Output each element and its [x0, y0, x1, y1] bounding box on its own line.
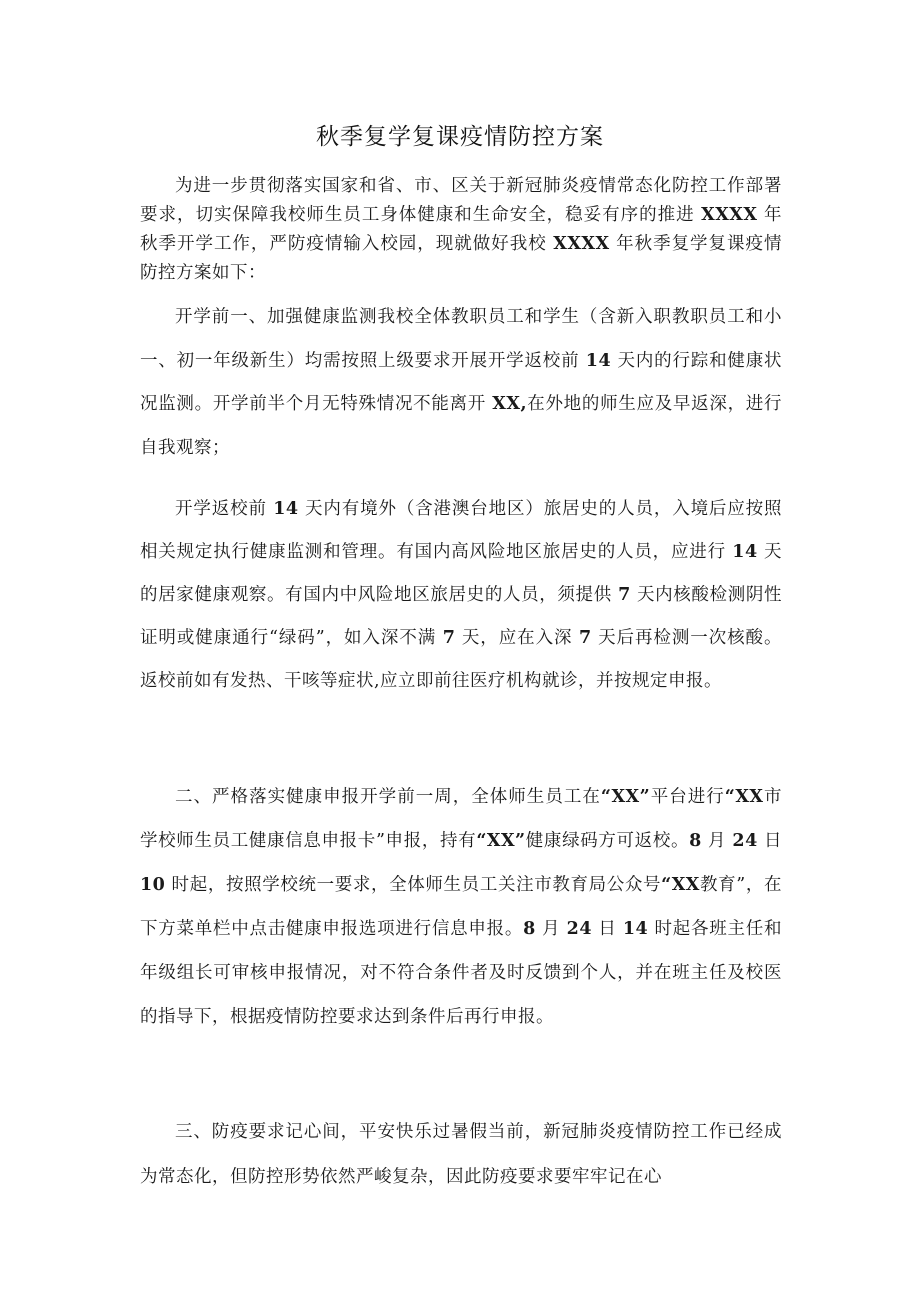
section-text: 开学前一、加强健康监测我校全体教职员工和学生（含新入职教职员工和小一、初一年级新生）均需按照上级要求开展开学返校前 [140, 307, 782, 371]
section-text: 平台进行 [650, 787, 725, 807]
section-text: 市学校师生员工健康信息申报卡”申报，持有 [140, 787, 783, 851]
section-text: 开学返校前 [175, 499, 274, 519]
section-number: 8 [523, 919, 536, 939]
section-placeholder: XX, [492, 394, 528, 414]
section-text: 月 [535, 919, 567, 939]
section-number: 7 [442, 628, 456, 648]
section-number: 14 [732, 542, 758, 562]
intro-paragraph [140, 172, 782, 288]
intro-year-placeholder: XXXX [553, 234, 610, 254]
section-health-monitoring [140, 296, 782, 470]
section-travel-history [140, 488, 782, 703]
section-text: 天的居家健康观察。有国内中风险地区旅居史的人员，须提供 [140, 542, 782, 605]
section-health-declaration [140, 775, 782, 1039]
section-text: 教育”，在下方菜单栏中点击健康申报选项进行信息申报。 [140, 875, 783, 939]
section-number: 7 [578, 628, 592, 648]
section-text: 在外地的师生应及早返深，进行自我观察； [140, 394, 783, 458]
document-title: 秋季复学复课疫情防控方案 [316, 124, 604, 150]
section-text: 二、严格落实健康申报开学前一周，全体师生员工在 [175, 787, 601, 807]
section-text: 天，应在入深 [455, 628, 579, 648]
intro-year-placeholder: XXXX [701, 205, 758, 225]
section-text: 天内有境外（含港澳台地区）旅居史的人员，入境后应按照相关规定执行健康监测和管理。有国内高风险地区旅居史的人员，应进行 [140, 499, 783, 562]
intro-text: 年秋季开学工作，严防疫情输入校园，现就做好我校 [140, 205, 782, 254]
section-prevention-requirements [140, 1110, 782, 1200]
section-text: 天内核酸检测阴性证明或健康通行“绿码”，如入深不满 [140, 585, 782, 648]
section-placeholder: “XX [661, 875, 700, 895]
section-number: 10 [140, 875, 166, 895]
section-text: 月 [701, 831, 733, 851]
section-number: 14 [622, 919, 649, 939]
section-placeholder: “XX” [476, 831, 526, 851]
section-text: 健康绿码方可返校。 [525, 831, 690, 851]
section-number: 24 [732, 831, 758, 851]
section-text: 日 [592, 919, 623, 939]
intro-text: 为进一步贯彻落实国家和省、市、区关于新冠肺炎疫情常态化防控工作部署要求，切实保障我校师生员工身体健康和生命安全，稳妥有序的推进 [140, 176, 782, 225]
section-number: 14 [585, 350, 612, 371]
section-text: 三、防疫要求记心间，平安快乐过暑假当前，新冠肺炎疫情防控工作已经成为常态化，但防控形势依然严峻复杂，因此防疫要求要牢牢记在心 [140, 1122, 782, 1187]
section-placeholder: “XX” [600, 787, 651, 807]
section-text: 时起，按照学校统一要求，全体师生员工关注市教育局公众号 [165, 875, 662, 895]
section-number: 8 [689, 831, 702, 851]
section-number: 24 [566, 919, 593, 939]
section-number: 7 [618, 585, 631, 605]
section-text: 日 [757, 831, 782, 851]
section-text: 天内的行踪和健康状况监测。开学前半个月无特殊情况不能离开 [140, 350, 783, 414]
section-number: 14 [273, 499, 299, 519]
section-text: 天后再检测一次核酸。返校前如有发热、干咳等症状,应立即前往医疗机构就诊，并按规定申报。 [140, 628, 782, 691]
section-placeholder: “XX [724, 787, 764, 807]
intro-text: 年秋季复学复课疫情防控方案如下： [140, 234, 783, 283]
section-text: 时起各班主任和年级组长可审核申报情况，对不符合条件者及时反馈到个人，并在班主任及校医的指导下，根据疫情防控要求达到条件后再行申报。 [140, 919, 782, 1027]
